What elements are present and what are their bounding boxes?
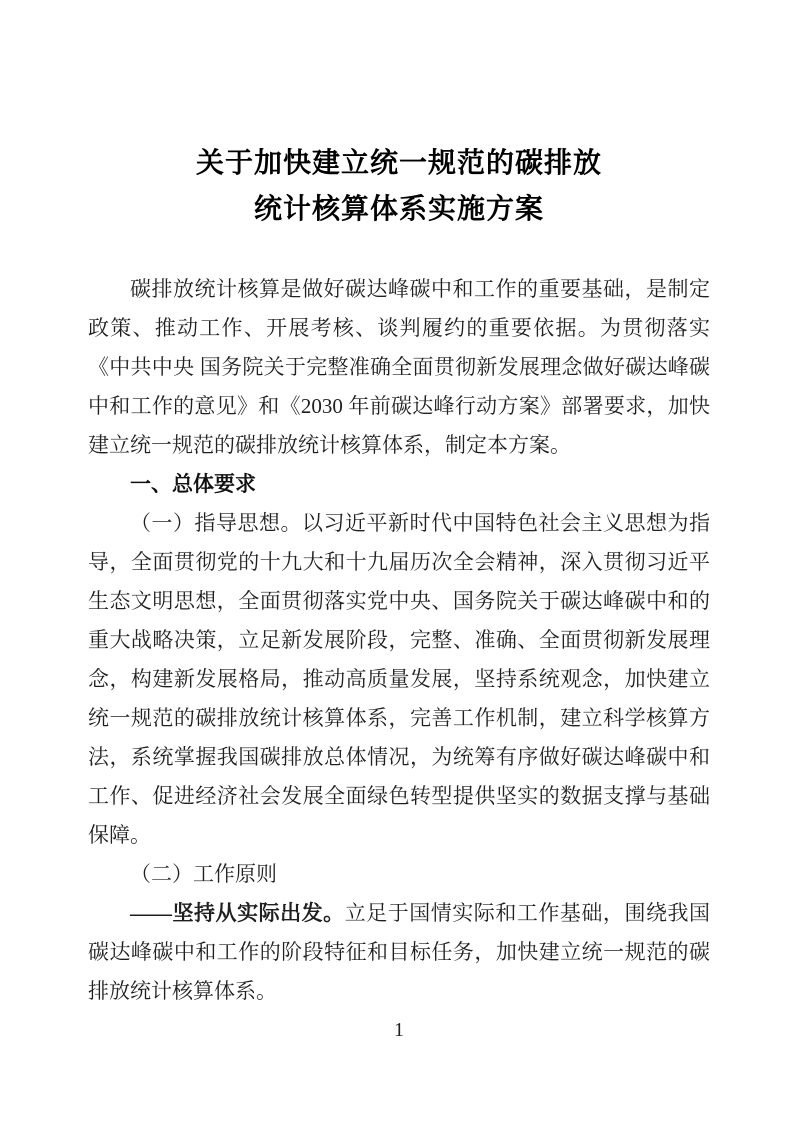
section-heading-overall-requirements: 一、总体要求 — [130, 473, 256, 496]
principle-paragraph — [88, 894, 710, 1011]
document-title-line-2: 统计核算体系实施方案 — [253, 193, 544, 224]
document-title — [88, 140, 710, 232]
principle-text: 立足于国情实际和工作基础，围绕我国碳达峰碳中和工作的阶段特征和目标任务，加快建立统一规范的碳排放统计核算体系。 — [88, 901, 711, 1003]
guiding-ideology-paragraph — [88, 504, 710, 855]
document-body — [88, 270, 710, 1011]
guiding-ideology-lead: （一）指导思想。 — [130, 511, 302, 535]
intro-paragraph: 碳排放统计核算是做好碳达峰碳中和工作的重要基础，是制定政策、推动工作、开展考核、谈判履约的重要依据。为贯彻落实《中共中央 国务院关于完整准确全面贯彻新发展理念做好碳达峰碳中和工作的意见》和《2030 年前碳达峰行动方案》部署要求，加快建立统一规范的碳排放统计核算体系，制定本方案。 — [88, 277, 710, 457]
principle-lead: ——坚持从实际出发。 — [130, 901, 345, 925]
page-number: 1 — [394, 1019, 404, 1041]
section-heading-work-principles: （二）工作原则 — [130, 862, 277, 886]
guiding-ideology-text: 以习近平新时代中国特色社会主义思想为指导，全面贯彻党的十九大和十九届历次全会精神，深入贯彻习近平生态文明思想，全面贯彻落实党中央、国务院关于碳达峰碳中和的重大战略决策，立足新发展阶段，完整、准确、全面贯彻新发展理念，构建新发展格局，推动高质量发展，坚持系统观念，加快建立统一规范的碳排放统计核算体系，完善工作机制，建立科学核算方法，系统掌握我国碳排放总体情况，为统筹有序做好碳达峰碳中和工作、促进经济社会发展全面绿色转型提供坚实的数据支撑与基础保障。 — [88, 511, 710, 847]
document-title-line-1: 关于加快建立统一规范的碳排放 — [195, 147, 602, 178]
